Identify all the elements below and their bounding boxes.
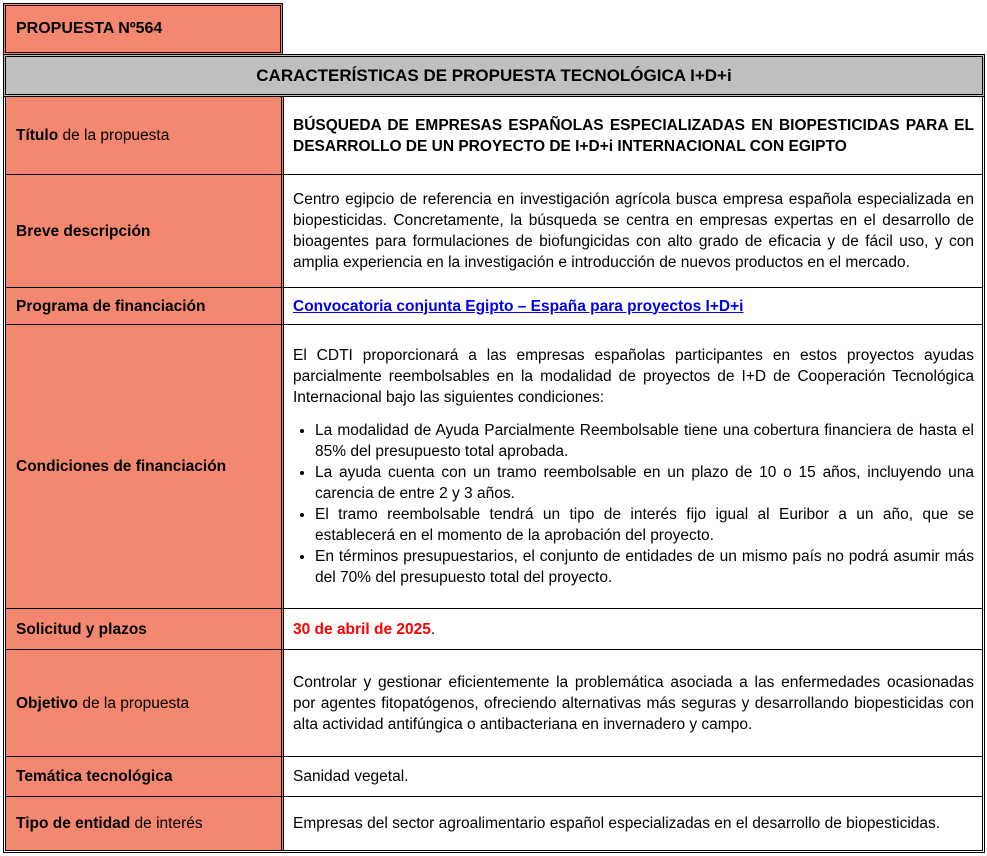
table-row-descripcion: [6, 175, 982, 288]
label-bold: Programa de financiación: [16, 297, 206, 315]
label-bold: Breve descripción: [16, 222, 151, 240]
row-label: [6, 757, 284, 797]
label-rest: de la propuesta: [58, 127, 170, 144]
theme-text: Sanidad vegetal.: [284, 757, 982, 797]
list-item: • El tramo reembolsable tendrá un tipo de interés fijo igual al Euribor a un año, que se establecerá en el momento de la aprobación del proyecto.: [315, 504, 974, 546]
proposal-title: BÚSQUEDA DE EMPRESAS ESPAÑOLAS ESPECIALIZADAS EN BIOPESTICIDAS PARA EL DESARROLLO DE UN PROYECTO DE I+D+i INTERNACIONAL CON EGIPTO: [284, 97, 982, 175]
label-bold: Condiciones de financiación: [16, 458, 227, 475]
label-bold: Objetivo: [16, 694, 79, 712]
list-item: • La ayuda cuenta con un tramo reembolsable en un plazo de 10 o 15 años, incluyendo una carencia de entre 2 y 3 años.: [315, 462, 974, 504]
table-row-entidad: [6, 797, 982, 850]
deadline-date: 30 de abril de 2025: [293, 620, 431, 638]
row-label: [6, 97, 284, 175]
row-label: [6, 325, 284, 609]
label-bold: Solicitud y plazos: [16, 620, 147, 638]
list-item: • La modalidad de Ayuda Parcialmente Reembolsable tiene una cobertura financiera de hasta el 85% del presupuesto total aprobada.: [315, 420, 974, 462]
row-label: [6, 650, 284, 757]
table-row-titulo: [6, 97, 982, 175]
program-link[interactable]: Convocatoria conjunta Egipto – España para proyectos I+D+i: [293, 297, 744, 315]
table-row-tematica: [6, 757, 982, 797]
table-row-solicitud: [6, 609, 982, 650]
proposal-document: [3, 3, 985, 853]
conditions-list: [293, 420, 974, 588]
conditions-intro: El CDTI proporcionará a las empresas españolas participantes en estos proyectos ayudas parcialmente reembolsables en la modalidad de proyectos de I+D de Cooperación Tecnológica Internacional bajo las siguientes condiciones:: [293, 347, 974, 406]
label-rest: de interés: [130, 815, 203, 832]
conditions-cell: [284, 325, 982, 609]
table-row-objetivo: [6, 650, 982, 757]
entity-text: Empresas del sector agroalimentario español especializadas en el desarrollo de biopesticidas.: [293, 815, 941, 832]
description-text: Centro egipcio de referencia en investigación agrícola busca empresa española especializada en biopesticidas. Concretamente, la búsqueda se centra en empresas expertas en el desarrollo de bioagentes para formulaciones de biofungicidas con alto grado de eficacia y de fácil uso, y con amplia experiencia en la investigación e introducción de nuevos productos en el mercado.: [284, 175, 982, 288]
table-row-programa: [6, 288, 982, 325]
program-cell: [284, 288, 982, 325]
objective-text: Controlar y gestionar eficientemente la problemática asociada a las enfermedades ocasionadas por agentes fitopatógenos, ofreciendo alternativas más seguras y desarrollando biopesticidas con alta actividad antifúngica o antibacteriana en invernadero y campo.: [284, 650, 982, 757]
table-row-condiciones: [6, 325, 982, 609]
deadline-suffix: .: [430, 620, 436, 638]
label-rest: de la propuesta: [78, 694, 190, 712]
row-label: [6, 797, 284, 850]
deadline-cell: [284, 609, 982, 650]
label-bold: Tipo de entidad: [16, 815, 131, 832]
proposal-id: PROPUESTA Nº564: [3, 3, 283, 55]
row-label: [6, 288, 284, 325]
label-bold: Temática tecnológica: [16, 768, 173, 785]
row-label: [6, 175, 284, 288]
list-item: • En términos presupuestarios, el conjunto de entidades de un mismo país no podrá asumir más del 70% del presupuesto total del proyecto.: [315, 546, 974, 588]
label-bold: Título: [16, 127, 59, 144]
proposal-table: [3, 97, 985, 853]
section-title: CARACTERÍSTICAS DE PROPUESTA TECNOLÓGICA I+D+i: [3, 54, 985, 97]
row-label: [6, 609, 284, 650]
